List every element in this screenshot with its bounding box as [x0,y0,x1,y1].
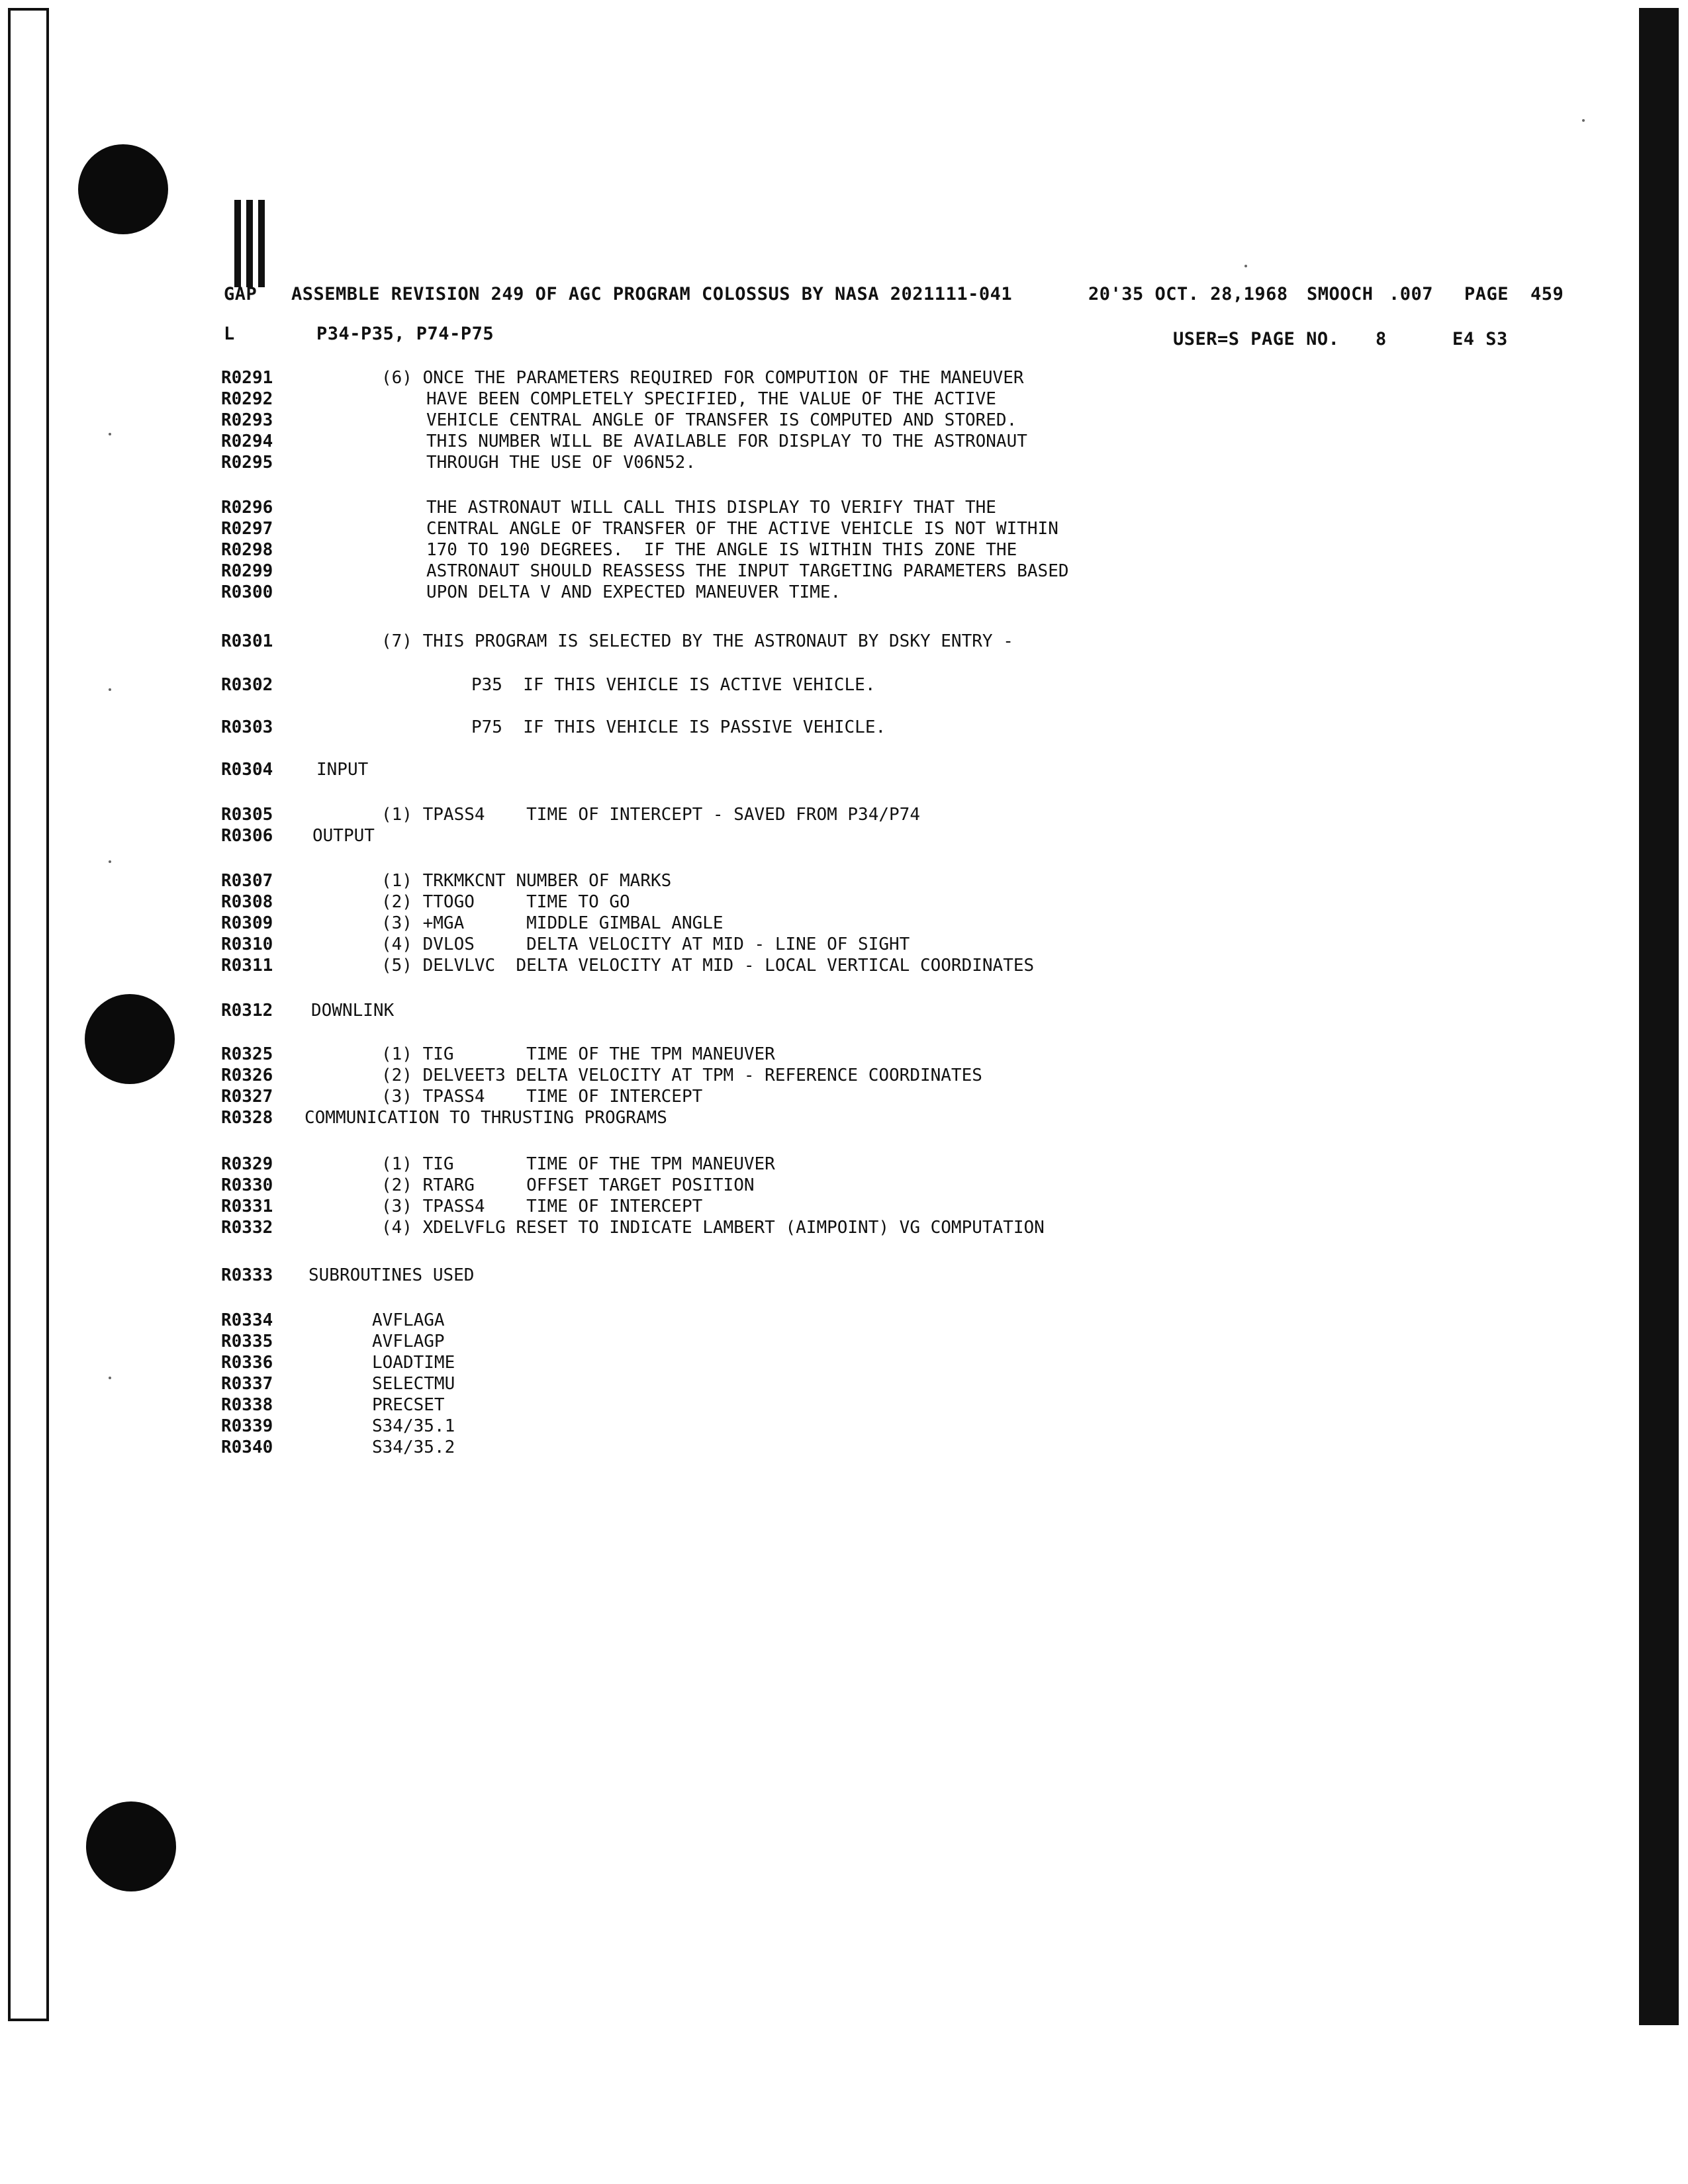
line-text: VEHICLE CENTRAL ANGLE OF TRANSFER IS COMPUTED AND STORED. [426,410,1017,430]
line-text: HAVE BEEN COMPLETELY SPECIFIED, THE VALUE OF THE ACTIVE [426,389,996,409]
line-text: (4) XDELVFLG RESET TO INDICATE LAMBERT (AIMPOINT) VG COMPUTATION [381,1218,1045,1238]
line-code: R0332 [221,1218,273,1238]
punch-hole-bottom [86,1801,176,1891]
scan-speck [1244,265,1247,267]
line-text: (1) TIG TIME OF THE TPM MANEUVER [381,1044,775,1064]
subheader-users-page-number: 8 [1376,329,1387,349]
line-text: THROUGH THE USE OF V06N52. [426,453,696,473]
line-code: R0304 [221,760,273,780]
scan-speck [109,1377,111,1379]
line-code: R0298 [221,540,273,560]
line-text: LOADTIME [372,1353,455,1373]
line-code: R0299 [221,561,273,581]
binder-edge-left [8,8,49,2021]
line-code: R0330 [221,1175,273,1195]
line-text: OUTPUT [312,826,375,846]
line-code: R0337 [221,1374,273,1394]
line-text: (4) DVLOS DELTA VELOCITY AT MID - LINE OF SIGHT [381,934,910,954]
scan-speck [109,688,111,691]
line-text: (1) TIG TIME OF THE TPM MANEUVER [381,1154,775,1174]
line-code: R0312 [221,1001,273,1021]
line-text: (2) RTARG OFFSET TARGET POSITION [381,1175,755,1195]
line-code: R0309 [221,913,273,933]
subheader-users-page: USER=S PAGE NO. [1173,329,1340,349]
line-text: P75 IF THIS VEHICLE IS PASSIVE VEHICLE. [471,717,886,737]
line-text: THIS NUMBER WILL BE AVAILABLE FOR DISPLAY TO THE ASTRONAUT [426,432,1027,451]
line-code: R0339 [221,1416,273,1436]
line-code: R0333 [221,1265,273,1285]
header-page-number: 459 [1530,284,1564,304]
line-code: R0336 [221,1353,273,1373]
line-text: ASTRONAUT SHOULD REASSESS THE INPUT TARGETING PARAMETERS BASED [426,561,1069,581]
line-text: THE ASTRONAUT WILL CALL THIS DISPLAY TO VERIFY THAT THE [426,498,996,518]
line-text: CENTRAL ANGLE OF TRANSFER OF THE ACTIVE VEHICLE IS NOT WITHIN [426,519,1058,539]
line-code: R0303 [221,717,273,737]
line-code: R0327 [221,1087,273,1107]
scan-speck [109,433,111,435]
line-code: R0293 [221,410,273,430]
line-code: R0329 [221,1154,273,1174]
line-text: PRECSET [372,1395,445,1415]
line-text: (3) +MGA MIDDLE GIMBAL ANGLE [381,913,724,933]
line-text: SUBROUTINES USED [308,1265,475,1285]
binder-edge-right [1639,8,1679,2025]
header-timestamp: 20'35 OCT. 28,1968 [1088,284,1288,304]
line-text: (3) TPASS4 TIME OF INTERCEPT [381,1087,703,1107]
line-code: R0302 [221,675,273,695]
header-tag: GAP [224,284,258,304]
line-text: (6) ONCE THE PARAMETERS REQUIRED FOR COMPUTION OF THE MANEUVER [381,368,1024,388]
line-code: R0328 [221,1108,273,1128]
header-user: SMOOCH [1307,284,1374,304]
line-code: R0301 [221,631,273,651]
line-text: (2) TTOGO TIME TO GO [381,892,630,912]
line-text: AVFLAGA [372,1310,445,1330]
line-code: R0297 [221,519,273,539]
line-code: R0295 [221,453,273,473]
line-code: R0338 [221,1395,273,1415]
line-code: R0296 [221,498,273,518]
line-text: SELECTMU [372,1374,455,1394]
line-text: S34/35.2 [372,1437,455,1457]
line-text: (3) TPASS4 TIME OF INTERCEPT [381,1197,703,1216]
line-code: R0326 [221,1066,273,1085]
punch-hole-middle [85,994,175,1084]
scan-speck [109,860,111,863]
line-text: UPON DELTA V AND EXPECTED MANEUVER TIME. [426,582,841,602]
punch-hole-top [78,144,168,234]
line-code: R0294 [221,432,273,451]
line-code: R0292 [221,389,273,409]
line-code: R0291 [221,368,273,388]
line-code: R0325 [221,1044,273,1064]
line-text: S34/35.1 [372,1416,455,1436]
line-code: R0300 [221,582,273,602]
line-text: INPUT [316,760,369,780]
line-text: (1) TPASS4 TIME OF INTERCEPT - SAVED FROM P34/P74 [381,805,920,825]
header-rev: .007 [1389,284,1434,304]
line-text: AVFLAGP [372,1332,445,1351]
line-text: (1) TRKMKCNT NUMBER OF MARKS [381,871,672,891]
line-code: R0307 [221,871,273,891]
line-text: (7) THIS PROGRAM IS SELECTED BY THE ASTRONAUT BY DSKY ENTRY - [381,631,1013,651]
line-code: R0308 [221,892,273,912]
line-text: COMMUNICATION TO THRUSTING PROGRAMS [305,1108,667,1128]
header-title: ASSEMBLE REVISION 249 OF AGC PROGRAM COLOSSUS BY NASA 2021111-041 [291,284,1013,304]
line-code: R0306 [221,826,273,846]
line-code: R0340 [221,1437,273,1457]
line-code: R0311 [221,956,273,976]
subheader-version: E4 S3 [1452,329,1508,349]
line-code: R0305 [221,805,273,825]
line-code: R0334 [221,1310,273,1330]
line-text: P35 IF THIS VEHICLE IS ACTIVE VEHICLE. [471,675,876,695]
line-code: R0335 [221,1332,273,1351]
line-code: R0310 [221,934,273,954]
subheader-marker: L [224,324,235,344]
line-text: 170 TO 190 DEGREES. IF THE ANGLE IS WITHIN THIS ZONE THE [426,540,1017,560]
line-code: R0331 [221,1197,273,1216]
subheader-programs: P34-P35, P74-P75 [316,324,494,344]
line-text: (5) DELVLVC DELTA VELOCITY AT MID - LOCAL VERTICAL COORDINATES [381,956,1035,976]
scan-speck [1582,119,1585,122]
registration-bars [234,200,270,287]
line-text: (2) DELVEET3 DELTA VELOCITY AT TPM - REFERENCE COORDINATES [381,1066,982,1085]
header-page-label: PAGE [1464,284,1509,304]
line-text: DOWNLINK [311,1001,395,1021]
